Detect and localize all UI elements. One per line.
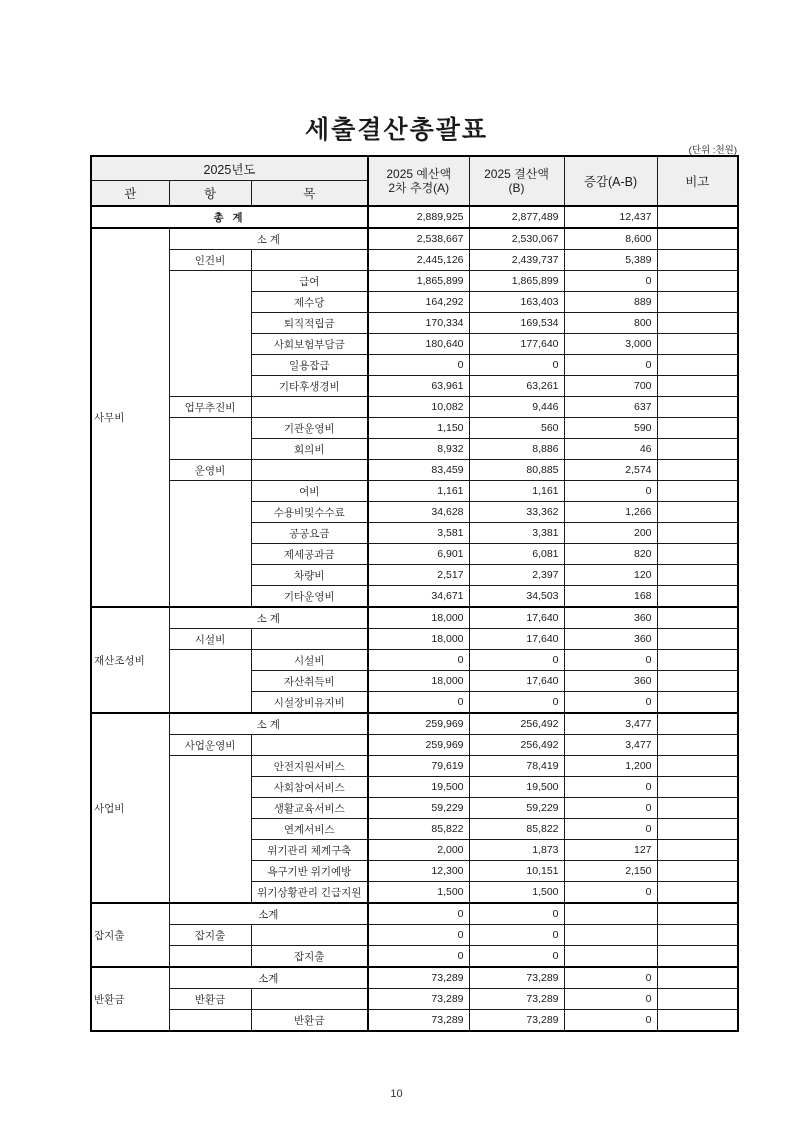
- cell-hang-item: [169, 946, 251, 968]
- cell-difference: [564, 903, 657, 925]
- cell-settlement-amount: 1,865,899: [469, 271, 564, 292]
- header-hang: 항: [169, 181, 251, 207]
- cell-mok-item: 반환금: [251, 1010, 368, 1032]
- cell-settlement-amount: 1,500: [469, 882, 564, 904]
- cell-gwan-category: 재산조성비: [91, 607, 169, 713]
- cell-settlement-amount: 0: [469, 692, 564, 714]
- cell-difference: [564, 925, 657, 946]
- cell-mok-item: 여비: [251, 481, 368, 502]
- header-settlement-line2: (B): [508, 181, 525, 195]
- header-budget-column: [368, 156, 469, 206]
- cell-difference: 0: [564, 481, 657, 502]
- cell-hang-item: 사업운영비: [169, 735, 251, 756]
- cell-difference: 700: [564, 376, 657, 397]
- cell-settlement-amount: 256,492: [469, 735, 564, 756]
- cell-mok-item: [251, 460, 368, 481]
- table-row: [91, 735, 738, 756]
- cell-note: [657, 460, 738, 481]
- table-header: [91, 156, 738, 206]
- cell-note: [657, 250, 738, 271]
- cell-budget-amount: 10,082: [368, 397, 469, 418]
- cell-difference: 0: [564, 355, 657, 376]
- cell-note: [657, 523, 738, 544]
- cell-note: [657, 228, 738, 250]
- cell-settlement-amount: 34,503: [469, 586, 564, 608]
- table-row: [91, 629, 738, 650]
- cell-mok-item: 수용비및수수료: [251, 502, 368, 523]
- cell-hang-item: [169, 418, 251, 460]
- cell-settlement-amount: 2,439,737: [469, 250, 564, 271]
- cell-mok-item: 위기상황관리 긴급지원: [251, 882, 368, 904]
- cell-budget-amount: 59,229: [368, 798, 469, 819]
- cell-budget-amount: 1,150: [368, 418, 469, 439]
- cell-note: [657, 967, 738, 989]
- cell-settlement-amount: 1,873: [469, 840, 564, 861]
- cell-settlement-amount: 2,877,489: [469, 206, 564, 228]
- header-settlement-column: [469, 156, 564, 206]
- cell-budget-amount: 83,459: [368, 460, 469, 481]
- cell-mok-item: 제세공과금: [251, 544, 368, 565]
- table-row: [91, 756, 738, 777]
- cell-hang-item: [169, 650, 251, 714]
- cell-note: [657, 439, 738, 460]
- cell-difference: 0: [564, 967, 657, 989]
- grand-total-row: [91, 206, 738, 228]
- cell-settlement-amount: 163,403: [469, 292, 564, 313]
- cell-difference: 120: [564, 565, 657, 586]
- cell-mok-item: [251, 397, 368, 418]
- cell-settlement-amount: 0: [469, 946, 564, 968]
- cell-note: [657, 756, 738, 777]
- table-row: [91, 250, 738, 271]
- cell-mok-item: 욕구기반 위기예방: [251, 861, 368, 882]
- cell-hang-item: [169, 271, 251, 397]
- table-row: [91, 228, 738, 250]
- cell-difference: 12,437: [564, 206, 657, 228]
- cell-hang-item: 소 계: [169, 228, 368, 250]
- cell-note: [657, 840, 738, 861]
- cell-difference: 3,000: [564, 334, 657, 355]
- cell-settlement-amount: 2,530,067: [469, 228, 564, 250]
- cell-budget-amount: 85,822: [368, 819, 469, 840]
- cell-note: [657, 798, 738, 819]
- cell-hang-item: 인건비: [169, 250, 251, 271]
- cell-budget-amount: 34,671: [368, 586, 469, 608]
- cell-mok-item: 자산취득비: [251, 671, 368, 692]
- cell-difference: 360: [564, 671, 657, 692]
- cell-difference: 0: [564, 989, 657, 1010]
- cell-difference: 889: [564, 292, 657, 313]
- cell-settlement-amount: 10,151: [469, 861, 564, 882]
- cell-budget-amount: 2,538,667: [368, 228, 469, 250]
- cell-hang-item: [169, 1010, 251, 1032]
- cell-hang-item: 반환금: [169, 989, 251, 1010]
- cell-settlement-amount: 0: [469, 903, 564, 925]
- cell-note: [657, 777, 738, 798]
- cell-gwan-category: 반환금: [91, 967, 169, 1031]
- table-body: [91, 206, 738, 1031]
- cell-difference: 0: [564, 777, 657, 798]
- cell-difference: 0: [564, 271, 657, 292]
- cell-budget-amount: 0: [368, 903, 469, 925]
- cell-settlement-amount: 169,534: [469, 313, 564, 334]
- cell-mok-item: 연계서비스: [251, 819, 368, 840]
- page-title: 세출결산총괄표: [304, 117, 489, 144]
- cell-budget-amount: 18,000: [368, 607, 469, 629]
- cell-mok-item: 시설장비유지비: [251, 692, 368, 714]
- cell-mok-item: 일용잡급: [251, 355, 368, 376]
- cell-difference: [564, 946, 657, 968]
- cell-difference: 0: [564, 1010, 657, 1032]
- cell-budget-amount: 3,581: [368, 523, 469, 544]
- cell-budget-amount: 2,889,925: [368, 206, 469, 228]
- cell-mok-item: 사회참여서비스: [251, 777, 368, 798]
- cell-mok-item: 제수당: [251, 292, 368, 313]
- cell-budget-amount: 63,961: [368, 376, 469, 397]
- cell-note: [657, 334, 738, 355]
- table-row: [91, 481, 738, 502]
- header-settlement-line1: 2025 결산액: [484, 167, 549, 181]
- cell-difference: 590: [564, 418, 657, 439]
- cell-mok-item: 회의비: [251, 439, 368, 460]
- cell-difference: 0: [564, 798, 657, 819]
- cell-note: [657, 671, 738, 692]
- cell-budget-amount: 2,517: [368, 565, 469, 586]
- cell-note: [657, 481, 738, 502]
- cell-budget-amount: 73,289: [368, 1010, 469, 1032]
- table-row: [91, 650, 738, 671]
- header-diff-column: 증감(A-B): [564, 156, 657, 206]
- cell-note: [657, 629, 738, 650]
- cell-settlement-amount: 80,885: [469, 460, 564, 481]
- cell-budget-amount: 73,289: [368, 967, 469, 989]
- table-row: [91, 1010, 738, 1032]
- cell-settlement-amount: 9,446: [469, 397, 564, 418]
- cell-mok-item: 퇴직적립금: [251, 313, 368, 334]
- cell-settlement-amount: 17,640: [469, 629, 564, 650]
- cell-mok-item: 위기관리 체계구축: [251, 840, 368, 861]
- cell-note: [657, 544, 738, 565]
- cell-note: [657, 565, 738, 586]
- cell-budget-amount: 170,334: [368, 313, 469, 334]
- cell-settlement-amount: 1,161: [469, 481, 564, 502]
- cell-mok-item: 생활교육서비스: [251, 798, 368, 819]
- cell-note: [657, 903, 738, 925]
- cell-settlement-amount: 59,229: [469, 798, 564, 819]
- cell-mok-item: 사회보험부담금: [251, 334, 368, 355]
- cell-note: [657, 925, 738, 946]
- cell-budget-amount: 0: [368, 355, 469, 376]
- cell-hang-item: [169, 481, 251, 608]
- cell-note: [657, 861, 738, 882]
- cell-budget-amount: 1,161: [368, 481, 469, 502]
- cell-budget-amount: 0: [368, 946, 469, 968]
- cell-settlement-amount: 85,822: [469, 819, 564, 840]
- cell-settlement-amount: 33,362: [469, 502, 564, 523]
- table-row: [91, 903, 738, 925]
- cell-mok-item: 차량비: [251, 565, 368, 586]
- cell-settlement-amount: 78,419: [469, 756, 564, 777]
- cell-difference: 168: [564, 586, 657, 608]
- cell-mok-item: [251, 629, 368, 650]
- cell-note: [657, 650, 738, 671]
- cell-settlement-amount: 560: [469, 418, 564, 439]
- cell-mok-item: 안전지원서비스: [251, 756, 368, 777]
- expenditure-settlement-table: [90, 155, 739, 1032]
- cell-settlement-amount: 2,397: [469, 565, 564, 586]
- cell-settlement-amount: 63,261: [469, 376, 564, 397]
- table-row: [91, 925, 738, 946]
- cell-note: [657, 713, 738, 735]
- cell-difference: 0: [564, 650, 657, 671]
- cell-budget-amount: 18,000: [368, 629, 469, 650]
- cell-settlement-amount: 0: [469, 650, 564, 671]
- cell-hang-item: [169, 756, 251, 904]
- table-row: [91, 397, 738, 418]
- cell-difference: 5,389: [564, 250, 657, 271]
- cell-budget-amount: 2,000: [368, 840, 469, 861]
- cell-budget-amount: 34,628: [368, 502, 469, 523]
- cell-budget-amount: 1,500: [368, 882, 469, 904]
- table-row: [91, 418, 738, 439]
- cell-mok-item: 기관운영비: [251, 418, 368, 439]
- header-budget-line2: 2차 추경(A): [388, 181, 450, 195]
- cell-hang-item: 시설비: [169, 629, 251, 650]
- cell-note: [657, 376, 738, 397]
- cell-difference: 1,266: [564, 502, 657, 523]
- cell-difference: 3,477: [564, 713, 657, 735]
- page-number: 10: [390, 1088, 403, 1100]
- cell-budget-amount: 6,901: [368, 544, 469, 565]
- cell-budget-amount: 2,445,126: [368, 250, 469, 271]
- cell-difference: 0: [564, 819, 657, 840]
- cell-settlement-amount: 73,289: [469, 989, 564, 1010]
- cell-hang-item: 소 계: [169, 607, 368, 629]
- header-budget-line1: 2025 예산액: [386, 167, 452, 181]
- cell-note: [657, 692, 738, 714]
- cell-settlement-amount: 17,640: [469, 671, 564, 692]
- cell-settlement-amount: 73,289: [469, 967, 564, 989]
- cell-hang-item: 업무추진비: [169, 397, 251, 418]
- cell-note: [657, 271, 738, 292]
- cell-note: [657, 735, 738, 756]
- cell-budget-amount: 0: [368, 692, 469, 714]
- unit-note: (단위 :천원): [688, 145, 737, 156]
- cell-difference: 8,600: [564, 228, 657, 250]
- cell-settlement-amount: 0: [469, 925, 564, 946]
- cell-mok-item: [251, 989, 368, 1010]
- cell-note: [657, 355, 738, 376]
- cell-budget-amount: 259,969: [368, 735, 469, 756]
- cell-settlement-amount: 3,381: [469, 523, 564, 544]
- header-year-group: 2025년도: [91, 156, 368, 181]
- cell-gwan-category: 사무비: [91, 228, 169, 607]
- cell-budget-amount: 259,969: [368, 713, 469, 735]
- cell-settlement-amount: 0: [469, 355, 564, 376]
- cell-note: [657, 502, 738, 523]
- cell-difference: 0: [564, 692, 657, 714]
- cell-settlement-amount: 8,886: [469, 439, 564, 460]
- cell-difference: 46: [564, 439, 657, 460]
- header-row-year: [91, 156, 738, 181]
- cell-note: [657, 946, 738, 968]
- cell-difference: 0: [564, 882, 657, 904]
- cell-mok-item: 급여: [251, 271, 368, 292]
- cell-note: [657, 418, 738, 439]
- cell-hang-item: 운영비: [169, 460, 251, 481]
- cell-budget-amount: 1,865,899: [368, 271, 469, 292]
- table-row: [91, 989, 738, 1010]
- cell-difference: 127: [564, 840, 657, 861]
- table-row: [91, 946, 738, 968]
- cell-settlement-amount: 19,500: [469, 777, 564, 798]
- cell-hang-item: 소 계: [169, 713, 368, 735]
- table-row: [91, 713, 738, 735]
- table-row: [91, 460, 738, 481]
- cell-difference: 200: [564, 523, 657, 544]
- header-note-column: 비고: [657, 156, 738, 206]
- cell-difference: 820: [564, 544, 657, 565]
- cell-budget-amount: 18,000: [368, 671, 469, 692]
- cell-mok-item: 시설비: [251, 650, 368, 671]
- cell-budget-amount: 73,289: [368, 989, 469, 1010]
- cell-difference: 360: [564, 607, 657, 629]
- cell-note: [657, 397, 738, 418]
- header-mok: 목: [251, 181, 368, 207]
- cell-mok-item: 잡지출: [251, 946, 368, 968]
- cell-budget-amount: 8,932: [368, 439, 469, 460]
- cell-hang-item: 소계: [169, 903, 368, 925]
- cell-budget-amount: 164,292: [368, 292, 469, 313]
- cell-settlement-amount: 177,640: [469, 334, 564, 355]
- cell-difference: 637: [564, 397, 657, 418]
- cell-settlement-amount: 17,640: [469, 607, 564, 629]
- table-row: [91, 607, 738, 629]
- cell-mok-item: 공공요금: [251, 523, 368, 544]
- cell-difference: 360: [564, 629, 657, 650]
- cell-budget-amount: 19,500: [368, 777, 469, 798]
- cell-mok-item: [251, 925, 368, 946]
- table-row: [91, 271, 738, 292]
- cell-hang-item: 소계: [169, 967, 368, 989]
- cell-difference: 3,477: [564, 735, 657, 756]
- cell-note: [657, 313, 738, 334]
- cell-note: [657, 882, 738, 904]
- table-row: [91, 967, 738, 989]
- cell-budget-amount: 180,640: [368, 334, 469, 355]
- cell-gwan-category: 잡지출: [91, 903, 169, 967]
- cell-budget-amount: 79,619: [368, 756, 469, 777]
- cell-difference: 2,574: [564, 460, 657, 481]
- cell-note: [657, 607, 738, 629]
- cell-note: [657, 1010, 738, 1032]
- cell-budget-amount: 12,300: [368, 861, 469, 882]
- cell-settlement-amount: 6,081: [469, 544, 564, 565]
- cell-grand-total-label: 총 계: [91, 206, 368, 228]
- cell-difference: 2,150: [564, 861, 657, 882]
- cell-settlement-amount: 73,289: [469, 1010, 564, 1032]
- cell-gwan-category: 사업비: [91, 713, 169, 903]
- cell-note: [657, 206, 738, 228]
- cell-difference: 1,200: [564, 756, 657, 777]
- cell-budget-amount: 0: [368, 925, 469, 946]
- cell-mok-item: 기타운영비: [251, 586, 368, 608]
- cell-note: [657, 292, 738, 313]
- header-gwan: 관: [91, 181, 169, 207]
- cell-difference: 800: [564, 313, 657, 334]
- cell-note: [657, 989, 738, 1010]
- cell-note: [657, 819, 738, 840]
- cell-settlement-amount: 256,492: [469, 713, 564, 735]
- cell-mok-item: [251, 735, 368, 756]
- cell-budget-amount: 0: [368, 650, 469, 671]
- cell-mok-item: 기타후생경비: [251, 376, 368, 397]
- cell-hang-item: 잡지출: [169, 925, 251, 946]
- cell-note: [657, 586, 738, 608]
- cell-mok-item: [251, 250, 368, 271]
